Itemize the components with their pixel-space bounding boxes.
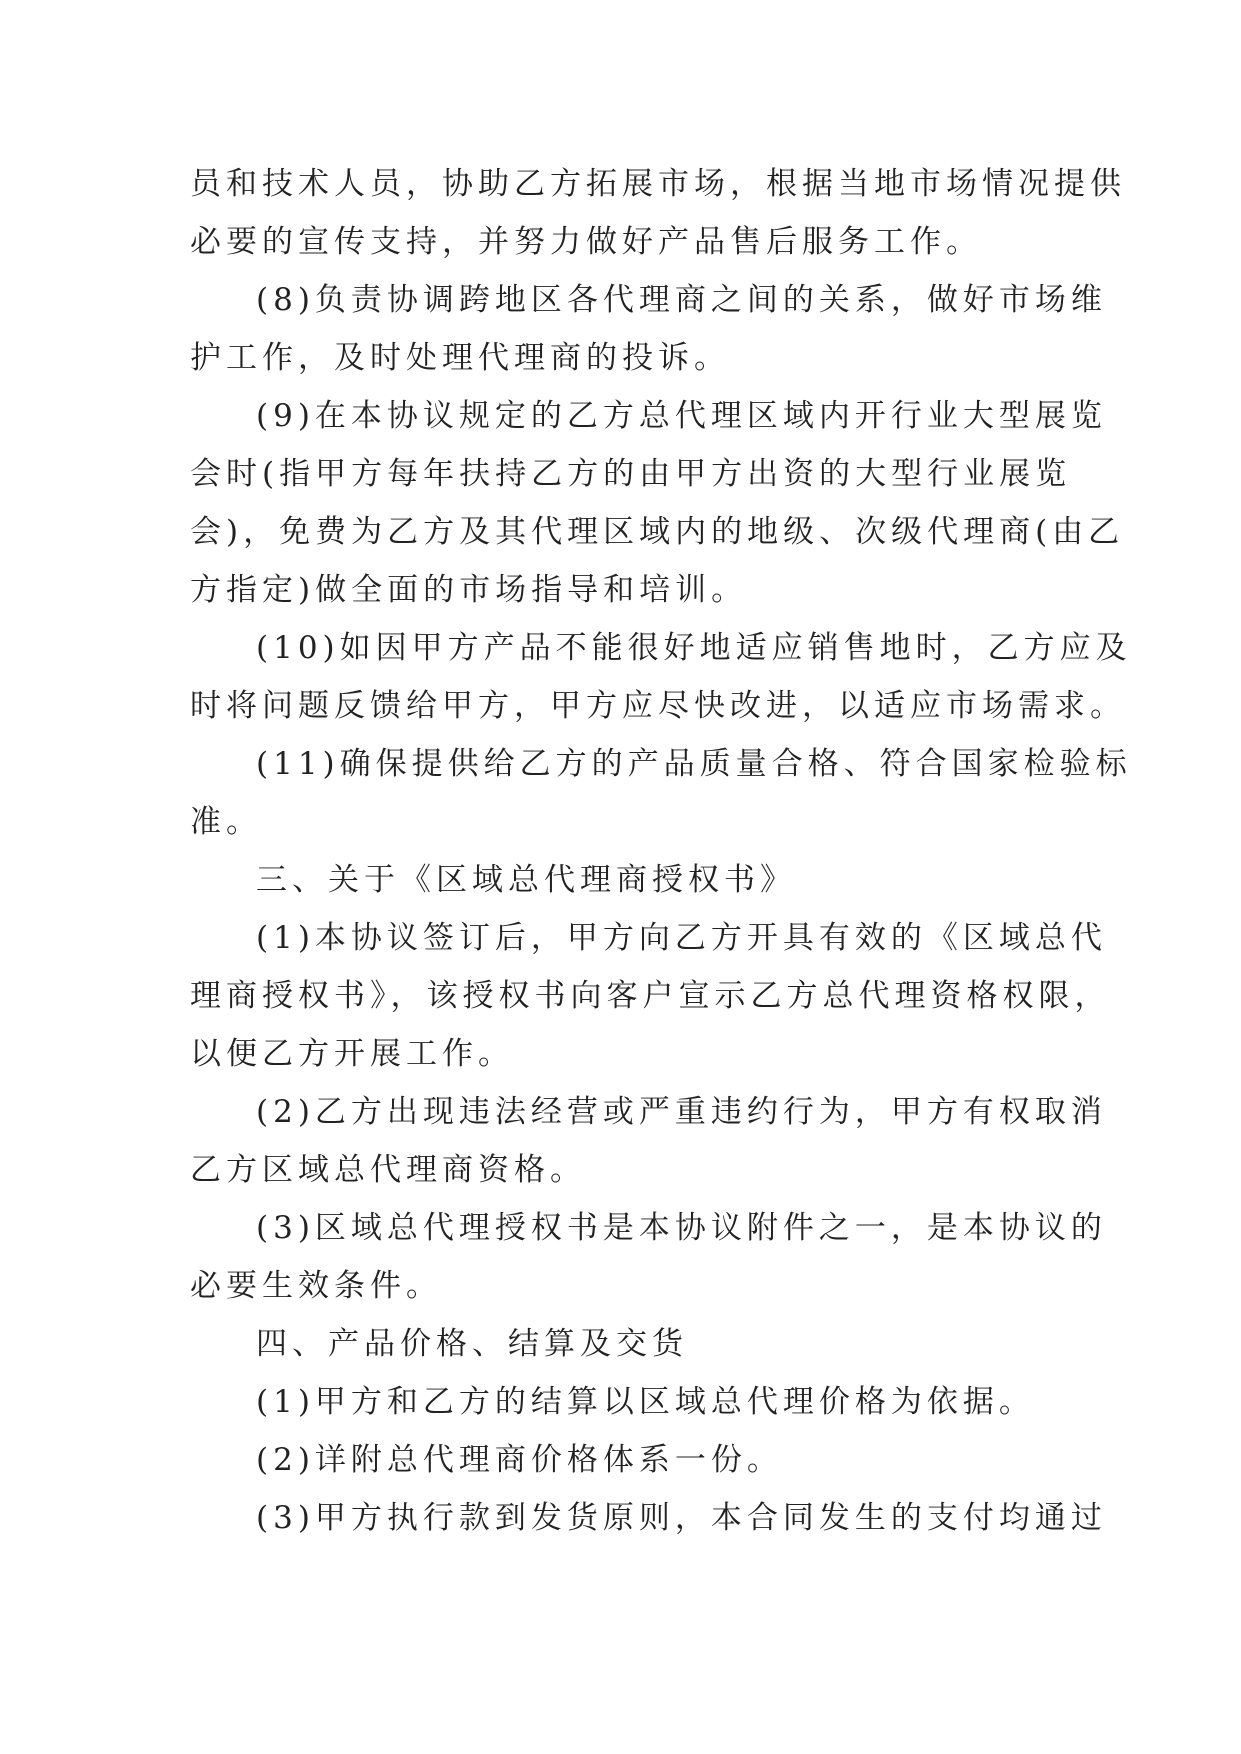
text-line: 三、关于《区域总代理商授权书》 xyxy=(256,862,796,898)
text-line: 四、产品价格、结算及交货 xyxy=(256,1326,688,1362)
text-line: 准。 xyxy=(190,804,262,840)
text-line: 员和技术人员，协助乙方拓展市场，根据当地市场情况提供 xyxy=(190,166,1126,202)
text-line: (2)乙方出现违法经营或严重违约行为，甲方有权取消 xyxy=(256,1094,1107,1130)
text-line: (9)在本协议规定的乙方总代理区域内开行业大型展览 xyxy=(256,398,1107,434)
text-line: 必要生效条件。 xyxy=(190,1268,442,1304)
text-line: 方指定)做全面的市场指导和培训。 xyxy=(190,572,748,608)
text-line: (10)如因甲方产品不能很好地适应销售地时，乙方应及 xyxy=(256,630,1132,666)
text-line: (11)确保提供给乙方的产品质量合格、符合国家检验标 xyxy=(256,746,1132,782)
text-line: (1)本协议签订后，甲方向乙方开具有效的《区域总代 xyxy=(256,920,1107,956)
text-line: (3)区域总代理授权书是本协议附件之一，是本协议的 xyxy=(256,1210,1107,1246)
text-line: 必要的宣传支持，并努力做好产品售后服务工作。 xyxy=(190,224,982,260)
text-line: 理商授权书》，该授权书向客户宣示乙方总代理资格权限， xyxy=(190,978,1111,1014)
text-line: 护工作，及时处理代理商的投诉。 xyxy=(190,340,730,376)
text-line: (8)负责协调跨地区各代理商之间的关系，做好市场维 xyxy=(256,282,1107,318)
text-line: (2)详附总代理商价格体系一份。 xyxy=(256,1442,783,1478)
text-line: (1)甲方和乙方的结算以区域总代理价格为依据。 xyxy=(256,1384,1035,1420)
text-line: 乙方区域总代理商资格。 xyxy=(190,1152,586,1188)
text-line: 会)，免费为乙方及其代理区域内的地级、次级代理商(由乙 xyxy=(190,514,1125,550)
text-line: 以便乙方开展工作。 xyxy=(190,1036,514,1072)
text-line: 会时(指甲方每年扶持乙方的由甲方出资的大型行业展览 xyxy=(190,456,1072,492)
text-line: (3)甲方执行款到发货原则，本合同发生的支付均通过 xyxy=(256,1500,1107,1536)
document-body xyxy=(190,155,1132,1547)
text-line: 时将问题反馈给甲方，甲方应尽快改进，以适应市场需求。 xyxy=(190,688,1126,724)
